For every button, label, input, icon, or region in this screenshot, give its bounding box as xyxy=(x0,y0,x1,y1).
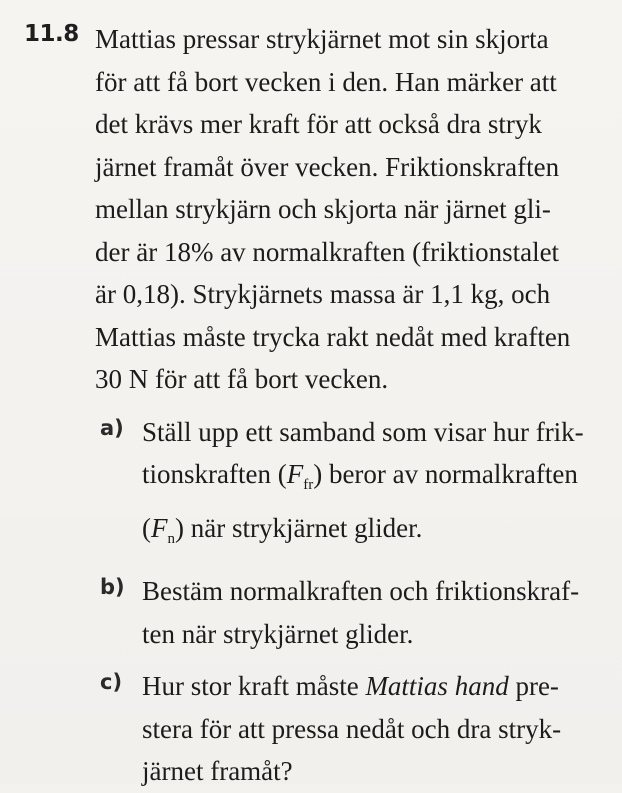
statement-line: järnet framåt över vecken. Friktionskraften xyxy=(95,151,560,182)
part-a-text xyxy=(142,411,614,561)
part-b-line: ten när strykjärnet glider. xyxy=(142,618,414,649)
part-a-text-segment: tionskraften ( xyxy=(142,459,287,489)
problem-11-8 xyxy=(24,18,614,793)
normal-force-subscript: n xyxy=(167,530,175,547)
part-c-line: järnet framåt? xyxy=(142,756,293,786)
statement-line: der är 18% av normalkraften (friktionstalet xyxy=(95,236,560,267)
part-c-text xyxy=(142,665,614,793)
part-c-line xyxy=(142,665,614,708)
part-c-line: stera för att pressa nedåt och dra stryk- xyxy=(142,713,562,744)
part-a-label: a) xyxy=(100,415,124,440)
part-c-text-segment: Hur stor kraft måste xyxy=(142,671,366,701)
statement-line: det krävs mer kraft för att också dra stryk xyxy=(95,109,542,139)
friction-force-symbol: F xyxy=(286,459,304,489)
statement-line: Mattias pressar strykjärnet mot sin skjorta xyxy=(95,24,549,54)
problem-statement xyxy=(95,18,610,401)
friction-force-subscript: fr xyxy=(303,477,314,493)
part-a-text-segment: ) beror av normalkraften xyxy=(313,459,578,489)
statement-line: för att få bort vecken i den. Han märker att xyxy=(95,66,557,97)
part-c-label: c) xyxy=(100,670,123,694)
part-c-text-segment: pre- xyxy=(508,671,559,701)
part-b xyxy=(100,570,614,655)
problem-number: 11.8 xyxy=(24,21,79,47)
part-a-line xyxy=(142,507,614,561)
part-a-line xyxy=(142,453,614,507)
part-b-line: Bestäm normalkraften och friktionskraf- xyxy=(142,576,580,606)
statement-line: 30 N för att få bort vecken. xyxy=(95,364,389,394)
statement-line: Mattias måste trycka rakt nedåt med kraften xyxy=(95,321,571,352)
statement-line: är 0,18). Strykjärnets massa är 1,1 kg, och xyxy=(95,279,551,309)
statement-line: mellan strykjärn och skjorta när järnet gli- xyxy=(95,194,551,224)
normal-force-symbol: F xyxy=(151,512,168,543)
part-c xyxy=(100,665,614,793)
part-a-line: Ställ upp ett samband som visar hur frik- xyxy=(142,416,584,447)
part-a-text-segment: ) när strykjärnet glider. xyxy=(175,512,423,543)
part-b-text xyxy=(142,570,614,655)
part-a-text-segment: ( xyxy=(142,512,151,543)
part-b-label: b) xyxy=(100,575,125,599)
part-a xyxy=(100,411,614,561)
part-c-italic-text: Mattias hand xyxy=(365,671,509,701)
